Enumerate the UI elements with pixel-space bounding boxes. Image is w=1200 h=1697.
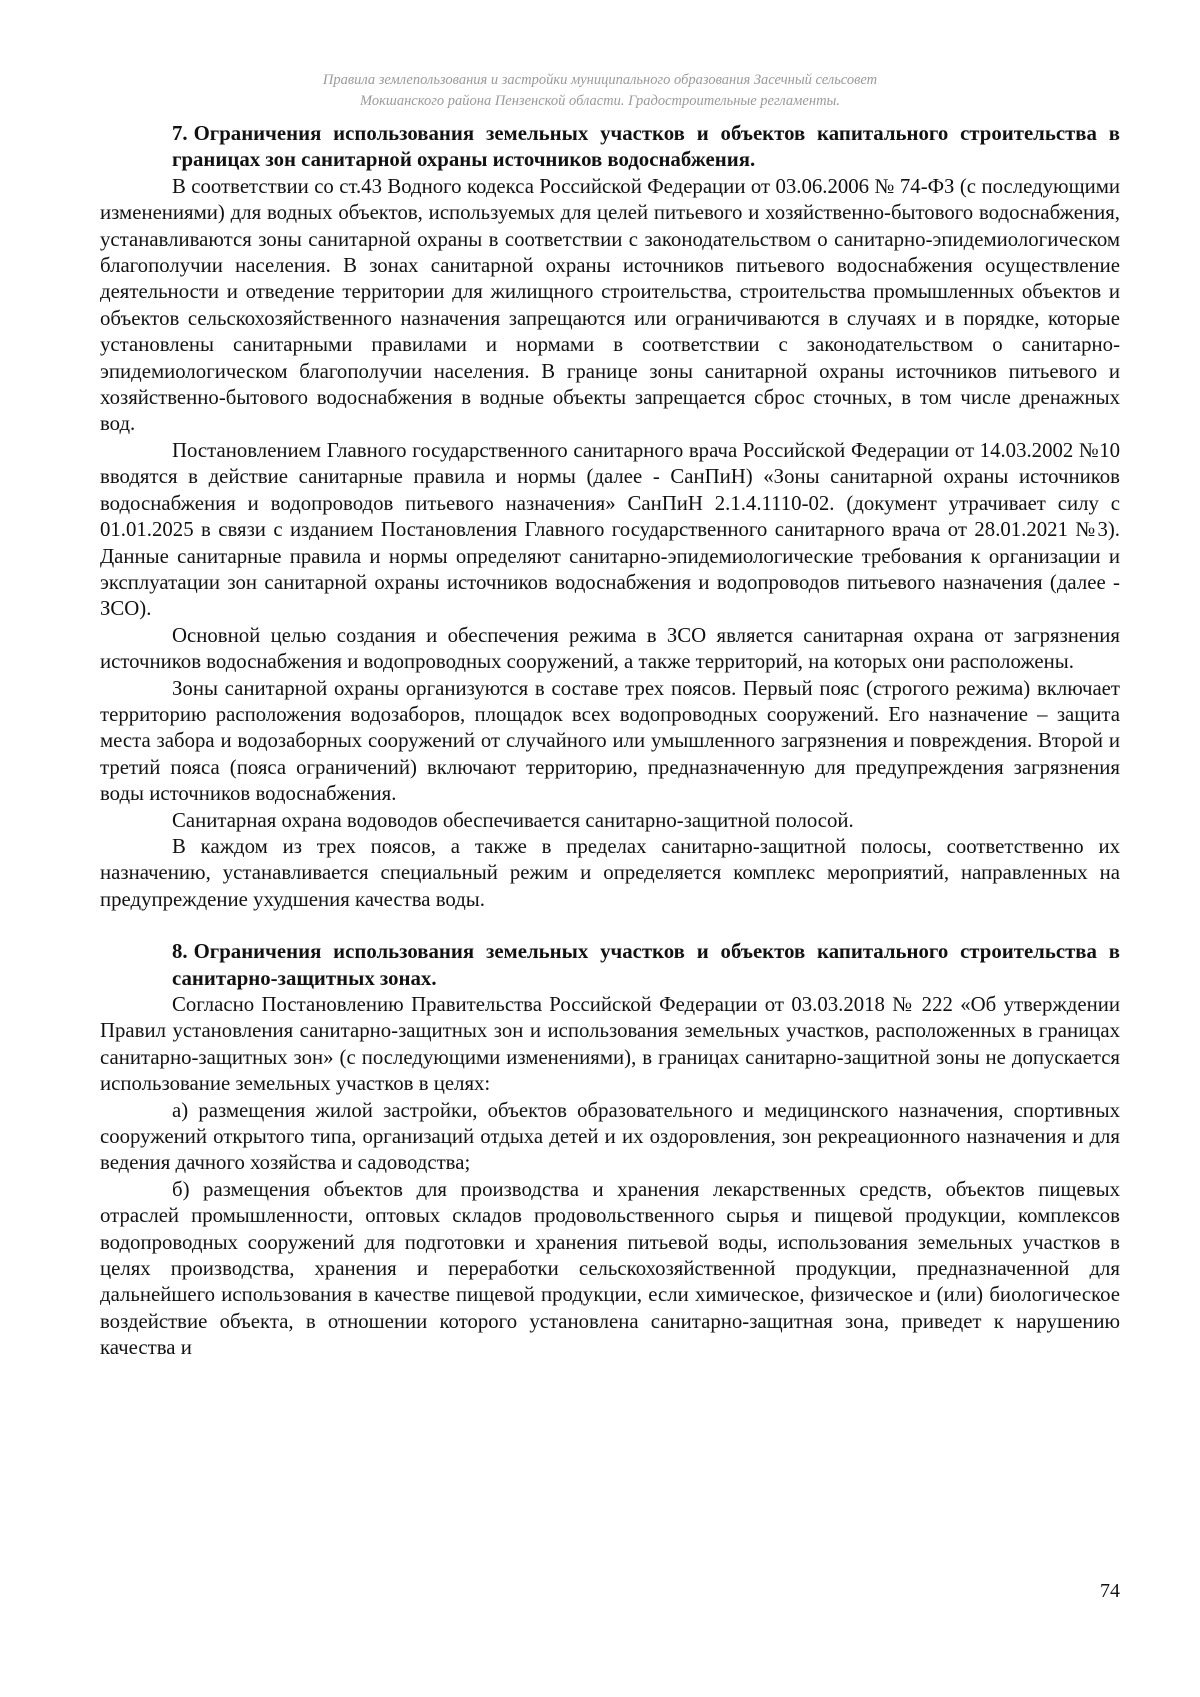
section-8-paragraph-1: Согласно Постановлению Правительства Российской Федерации от 03.03.2018 № 222 «Об утверждении Правил установления санитарно-защитных зон и использования земельных участков, расположенных в границах санитарно-защитных зон» (с последующими изменениями), в границах санитарно-защитной зоны не допускается использование земельных участков в целях: <box>100 993 1120 1096</box>
section-7-paragraph-3: Основной целью создания и обеспечения режима в ЗСО является санитарная охрана от загрязнения источников водоснабжения и водопроводных сооружений, а также территорий, на которых они расположены. <box>100 623 1120 674</box>
section-8-item-b: б) размещения объектов для производства и хранения лекарственных средств, объектов пищевых отраслей промышленности, оптовых складов продовольственного сырья и пищевой продукции, комплексов водопроводных сооружений для подготовки и хранения питьевой воды, использования земельных участков в целях производства, хранения и переработки сельскохозяйственной продукции, предназначенной для дальнейшего использования в качестве пищевой продукции, если химическое, физическое и (или) биологическое воздействие объекта, в отношении которого установлена санитарно-защитная зона, приведет к нарушению качества и <box>100 1177 1120 1360</box>
running-header-line-2: Мокшанского района Пензенской области. Градостроительные регламенты. <box>360 93 840 109</box>
section-7-paragraph-2: Постановлением Главного государственного санитарного врача Российской Федерации от 14.03.2002 №10 вводятся в действие санитарные правила и нормы (далее - СанПиН) «Зоны санитарной охраны источников водоснабжения и водопроводов питьевого назначения» СанПиН 2.1.4.1110-02. (документ утрачивает силу с 01.01.2025 в связи с изданием Постановления Главного государственного санитарного врача от 28.01.2021 №3). Данные санитарные правила и нормы определяют санитарно-эпидемиологические требования к организации и эксплуатации зон санитарной охраны источников водоснабжения и водопроводов питьевого назначения (далее - ЗСО). <box>100 438 1120 621</box>
section-7-heading <box>172 121 1120 174</box>
section-7-title: Ограничения использования земельных участков и объектов капитального строительства в границах зон санитарной охраны источников водоснабжения. <box>172 122 1120 172</box>
document-body <box>100 121 1120 1362</box>
section-7-number: 7. <box>172 122 188 145</box>
section-8-heading <box>172 939 1120 992</box>
section-7-paragraph-6: В каждом из трех поясов, а также в пределах санитарно-защитной полосы, соответственно их назначению, устанавливается специальный режим и определяется комплекс мероприятий, направленных на предупреждение ухудшения качества воды. <box>100 834 1120 911</box>
section-spacer <box>100 913 1120 939</box>
section-7-paragraph-5: Санитарная охрана водоводов обеспечивается санитарно-защитной полосой. <box>172 808 854 832</box>
running-header-line-1: Правила землепользования и застройки муниципального образования Засечный сельсовет <box>322 72 878 88</box>
page-number: 74 <box>1100 1580 1120 1602</box>
section-8-number: 8. <box>172 940 188 964</box>
section-7-paragraph-4: Зоны санитарной охраны организуются в составе трех поясов. Первый пояс (строгого режима) включает территорию расположения водозаборов, площадок всех водопроводных сооружений. Его назначение – защита места забора и водозаборных сооружений от случайного или умышленного загрязнения и повреждения. Второй и третий пояса (пояса ограничений) включают территорию, предназначенную для предупреждения загрязнения воды источников водоснабжения. <box>100 676 1120 806</box>
section-7-paragraph-1: В соответствии со ст.43 Водного кодекса Российской Федерации от 03.06.2006 № 74-ФЗ (с последующими изменениями) для водных объектов, используемых для целей питьевого и хозяйственно-бытового водоснабжения, устанавливаются зоны санитарной охраны в соответствии с законодательством о санитарно-эпидемиологическом благополучии населения. В зонах санитарной охраны источников питьевого водоснабжения осуществление деятельности и отведение территории для жилищного строительства, строительства промышленных объектов и объектов сельскохозяйственного назначения запрещаются или ограничиваются в случаях и в порядке, которые установлены санитарными правилами и нормами в соответствии с законодательством о санитарно-эпидемиологическом благополучии населения. В границе зоны санитарной охраны источников питьевого и хозяйственно-бытового водоснабжения в водные объекты запрещается сброс сточных, в том числе дренажных вод. <box>100 174 1120 436</box>
section-8-title: Ограничения использования земельных участков и объектов капитального строительства в санитарно-защитных зонах. <box>172 940 1120 990</box>
section-8-item-a: а) размещения жилой застройки, объектов образовательного и медицинского назначения, спортивных сооружений открытого типа, организаций отдыха детей и их оздоровления, зон рекреационного назначения и для ведения дачного хозяйства и садоводства; <box>100 1098 1120 1175</box>
running-header <box>150 70 1050 112</box>
